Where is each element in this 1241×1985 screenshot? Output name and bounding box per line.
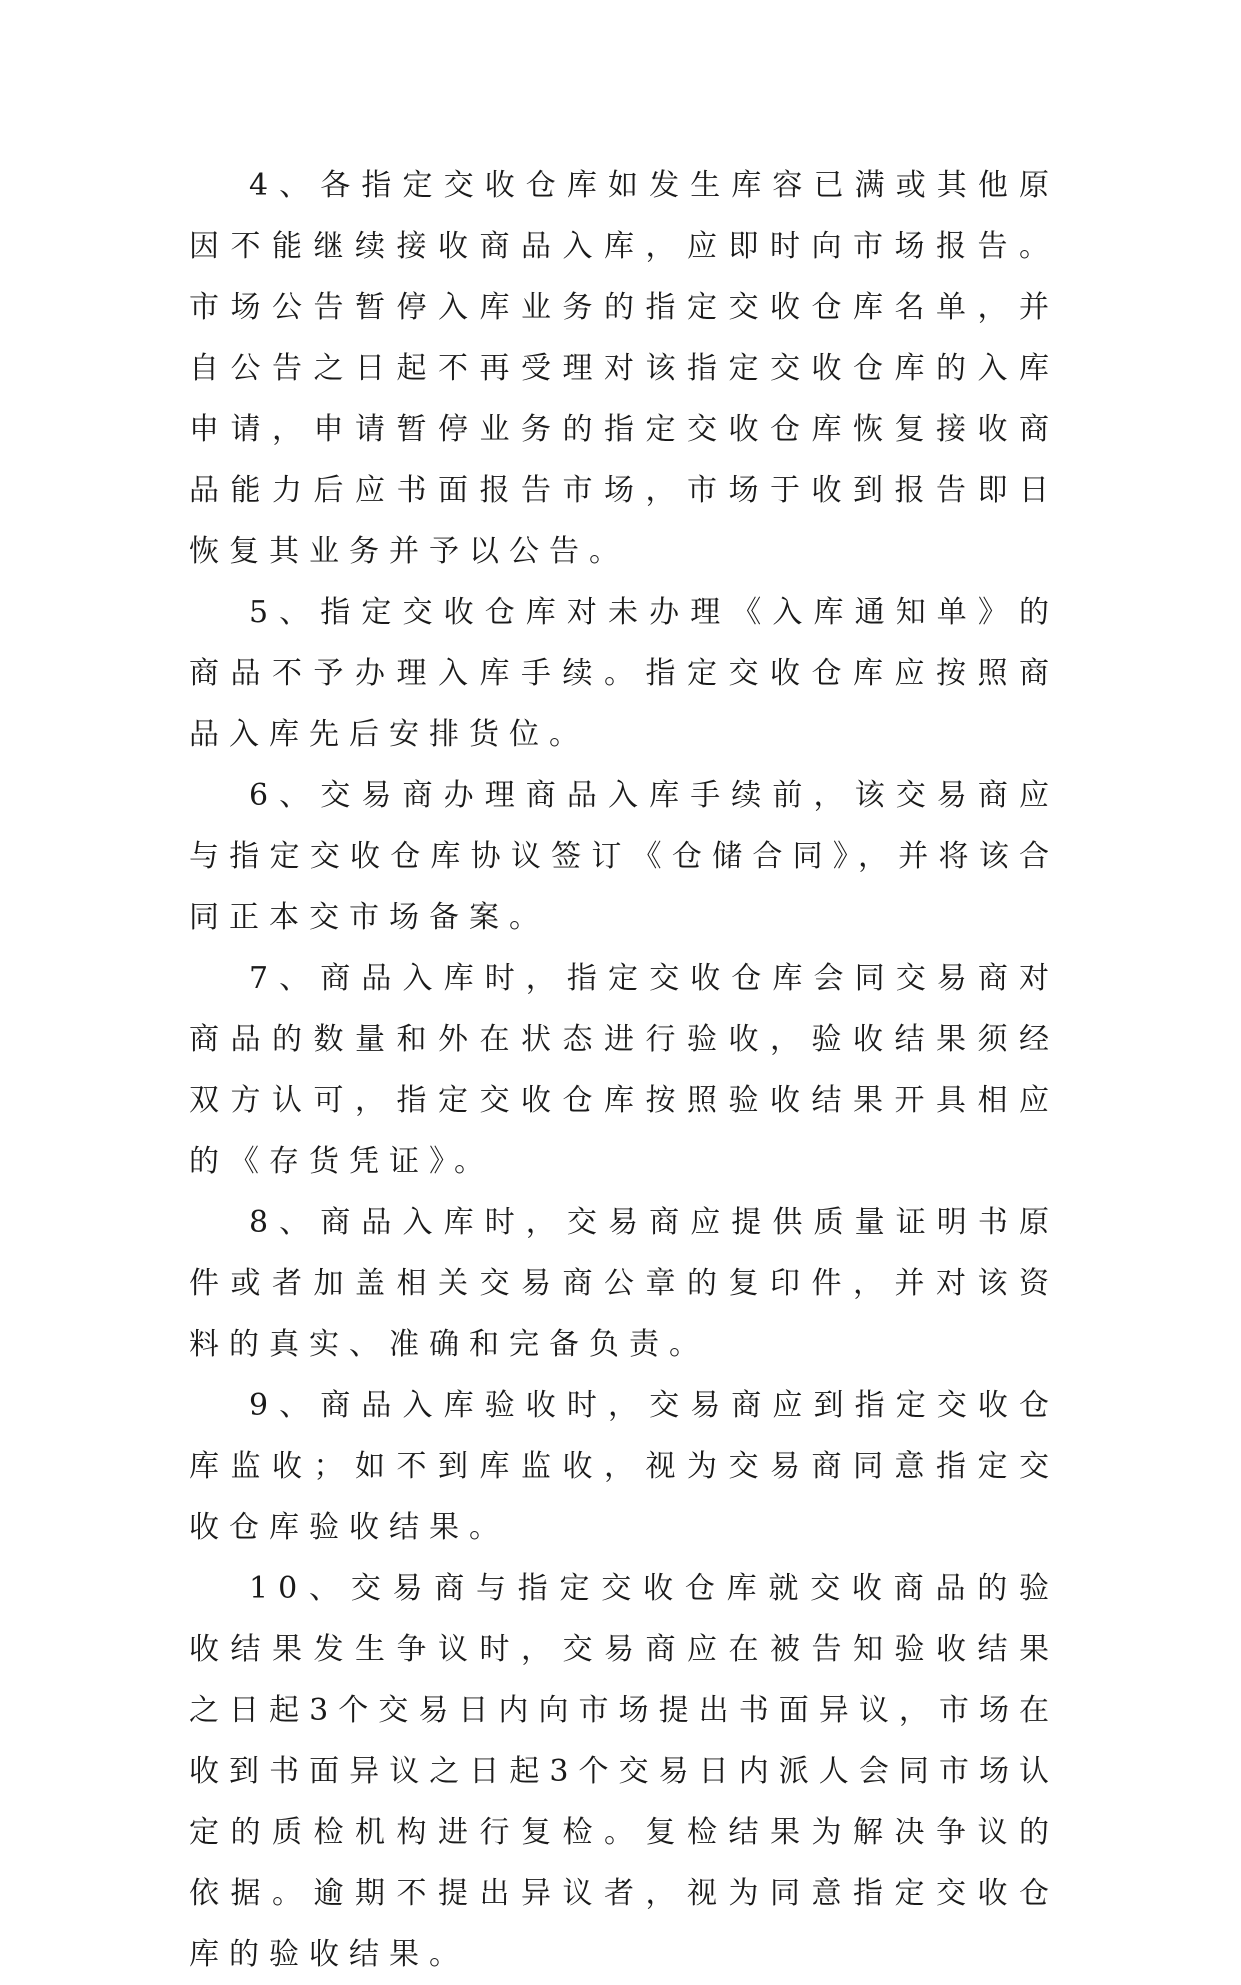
paragraph-10: 10、交易商与指定交收仓库就交收商品的验收结果发生争议时，交易商应在被告知验收结果之日起3个交易日内向市场提出书面异议，市场在收到书面异议之日起3个交易日内派人会同市场认定的质检机构进行复检。复检结果为解决争议的依据。逾期不提出异议者，视为同意指定交收仓库的验收结果。 [189, 1571, 1059, 1972]
paragraph-4: 4、各指定交收仓库如发生库容已满或其他原因不能继续接收商品入库，应即时向市场报告。市场公告暂停入库业务的指定交收仓库名单，并自公告之日起不再受理对该指定交收仓库的入库申请，申请暂停业务的指定交收仓库恢复接收商品能力后应书面报告市场，市场于收到报告即日恢复其业务并予以公告。 [189, 168, 1059, 569]
paragraph-8: 8、商品入库时，交易商应提供质量证明书原件或者加盖相关交易商公章的复印件，并对该资料的真实、准确和完备负责。 [189, 1205, 1059, 1362]
document-body [189, 155, 1059, 1985]
paragraph-5: 5、指定交收仓库对未办理《入库通知单》的商品不予办理入库手续。指定交收仓库应按照商品入库先后安排货位。 [189, 595, 1059, 752]
paragraph-7: 7、商品入库时，指定交收仓库会同交易商对商品的数量和外在状态进行验收，验收结果须经双方认可，指定交收仓库按照验收结果开具相应的《存货凭证》。 [189, 961, 1059, 1179]
paragraph-6: 6、交易商办理商品入库手续前，该交易商应与指定交收仓库协议签订《仓储合同》，并将该合同正本交市场备案。 [189, 778, 1059, 935]
paragraph-9: 9、商品入库验收时，交易商应到指定交收仓库监收；如不到库监收，视为交易商同意指定交收仓库验收结果。 [189, 1388, 1059, 1545]
